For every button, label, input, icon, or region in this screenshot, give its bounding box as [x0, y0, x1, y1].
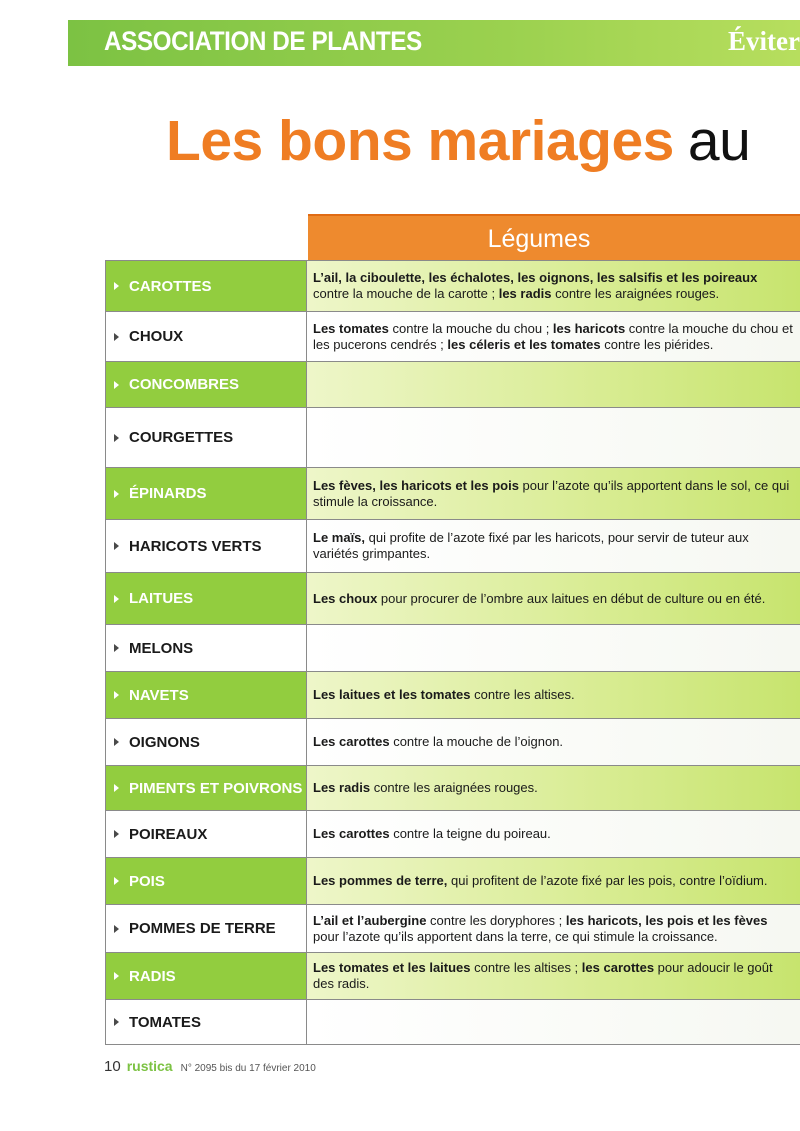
column-header: Légumes — [308, 214, 800, 260]
bullet-icon — [114, 784, 119, 792]
table-row — [105, 261, 800, 312]
vegetable-label: PIMENTS ET POIVRONS — [129, 779, 303, 797]
table-row — [105, 811, 800, 858]
vegetable-name — [105, 719, 307, 765]
bullet-icon — [114, 1018, 119, 1026]
bullet-icon — [114, 434, 119, 442]
companion-description: Les radis contre les araignées rouges. — [307, 766, 800, 810]
vegetable-name — [105, 625, 307, 671]
vegetable-label: POIS — [129, 872, 165, 890]
bullet-icon — [114, 381, 119, 389]
companion-description: Les carottes contre la teigne du poireau. — [307, 811, 800, 857]
table-row — [105, 362, 800, 408]
vegetable-name — [105, 953, 307, 999]
association-table — [105, 260, 800, 1045]
vegetable-label: ÉPINARDS — [129, 485, 207, 502]
companion-description: Les choux pour procurer de l’ombre aux laitues en début de culture ou en été. — [307, 573, 800, 624]
vegetable-name — [105, 905, 307, 952]
vegetable-name — [105, 1000, 307, 1044]
vegetable-label: LAITUES — [129, 590, 194, 607]
vegetable-label: POIREAUX — [129, 825, 208, 843]
table-row — [105, 573, 800, 625]
companion-description: Les fèves, les haricots et les pois pour l’azote qu’ils apportent dans le sol, ce qui stimule la croissance. — [307, 468, 800, 519]
companion-description: Les tomates contre la mouche du chou ; les haricots contre la mouche du chou et les pucerons cendrés ; les céleris et les tomates contre les piérides. — [307, 312, 800, 361]
table-row — [105, 520, 800, 573]
table-row — [105, 719, 800, 766]
vegetable-name — [105, 261, 307, 311]
vegetable-name — [105, 858, 307, 904]
vegetable-name — [105, 362, 307, 407]
table-row — [105, 312, 800, 362]
bullet-icon — [114, 490, 119, 498]
bullet-icon — [114, 830, 119, 838]
bullet-icon — [114, 282, 119, 290]
companion-description: L’ail, la ciboulette, les échalotes, les oignons, les salsifis et les poireaux contre la mouche de la carotte ; les radis contre les araignées rouges. — [307, 261, 800, 311]
vegetable-name — [105, 408, 307, 467]
table-row — [105, 858, 800, 905]
companion-description: Les laitues et les tomates contre les altises. — [307, 672, 800, 718]
vegetable-label: COURGETTES — [129, 429, 234, 446]
vegetable-label: NAVETS — [129, 686, 189, 704]
vegetable-name — [105, 672, 307, 718]
bullet-icon — [114, 691, 119, 699]
section-right-label: Éviter — [728, 26, 800, 56]
vegetable-label: CHOUX — [129, 328, 184, 345]
vegetable-label: TOMATES — [129, 1013, 201, 1031]
vegetable-label: RADIS — [129, 967, 176, 985]
vegetable-label: POMMES DE TERRE — [129, 920, 276, 937]
table-row — [105, 468, 800, 520]
companion-description — [307, 362, 800, 407]
table-row — [105, 953, 800, 1000]
bullet-icon — [114, 333, 119, 341]
table-row — [105, 672, 800, 719]
companion-description: Les tomates et les laitues contre les altises ; les carottes pour adoucir le goût des radis. — [307, 953, 800, 999]
magazine-brand: rustica — [126, 1058, 173, 1074]
table-row — [105, 766, 800, 811]
vegetable-name — [105, 573, 307, 624]
vegetable-name — [105, 766, 307, 810]
issue-info: N° 2095 bis du 17 février 2010 — [180, 1063, 316, 1074]
vegetable-label: CONCOMBRES — [129, 376, 240, 393]
companion-description: Le maïs, qui profite de l’azote fixé par les haricots, pour servir de tuteur aux variétés grimpantes. — [307, 520, 800, 572]
vegetable-name — [105, 520, 307, 572]
table-row — [105, 905, 800, 953]
table-row — [105, 408, 800, 468]
vegetable-name — [105, 811, 307, 857]
table-row — [105, 1000, 800, 1045]
companion-description — [307, 408, 800, 467]
bullet-icon — [114, 972, 119, 980]
companion-description: Les pommes de terre, qui profitent de l’azote fixé par les pois, contre l’oïdium. — [307, 858, 800, 904]
bullet-icon — [114, 644, 119, 652]
title-main: Les bons mariages — [166, 109, 674, 173]
bullet-icon — [114, 542, 119, 550]
bullet-icon — [114, 877, 119, 885]
companion-description: Les carottes contre la mouche de l’oignon. — [307, 719, 800, 765]
table-row — [105, 625, 800, 672]
bullet-icon — [114, 925, 119, 933]
companion-description — [307, 1000, 800, 1044]
title-rest: au — [687, 109, 751, 173]
companion-description: L’ail et l’aubergine contre les doryphores ; les haricots, les pois et les fèves pour l’azote qu’ils apportent dans la terre, ce qui stimule la croissance. — [307, 905, 800, 952]
bullet-icon — [114, 595, 119, 603]
page-footer — [104, 1058, 316, 1075]
vegetable-name — [105, 468, 307, 519]
vegetable-label: CAROTTES — [129, 277, 212, 295]
page-number: 10 — [104, 1058, 121, 1075]
bullet-icon — [114, 738, 119, 746]
vegetable-name — [105, 312, 307, 361]
companion-description — [307, 625, 800, 671]
section-label: ASSOCIATION DE PLANTES — [104, 26, 422, 56]
vegetable-label: MELONS — [129, 639, 194, 657]
vegetable-label: HARICOTS VERTS — [129, 537, 262, 555]
vegetable-label: OIGNONS — [129, 733, 200, 751]
section-banner — [68, 20, 800, 66]
page-title — [166, 108, 750, 174]
